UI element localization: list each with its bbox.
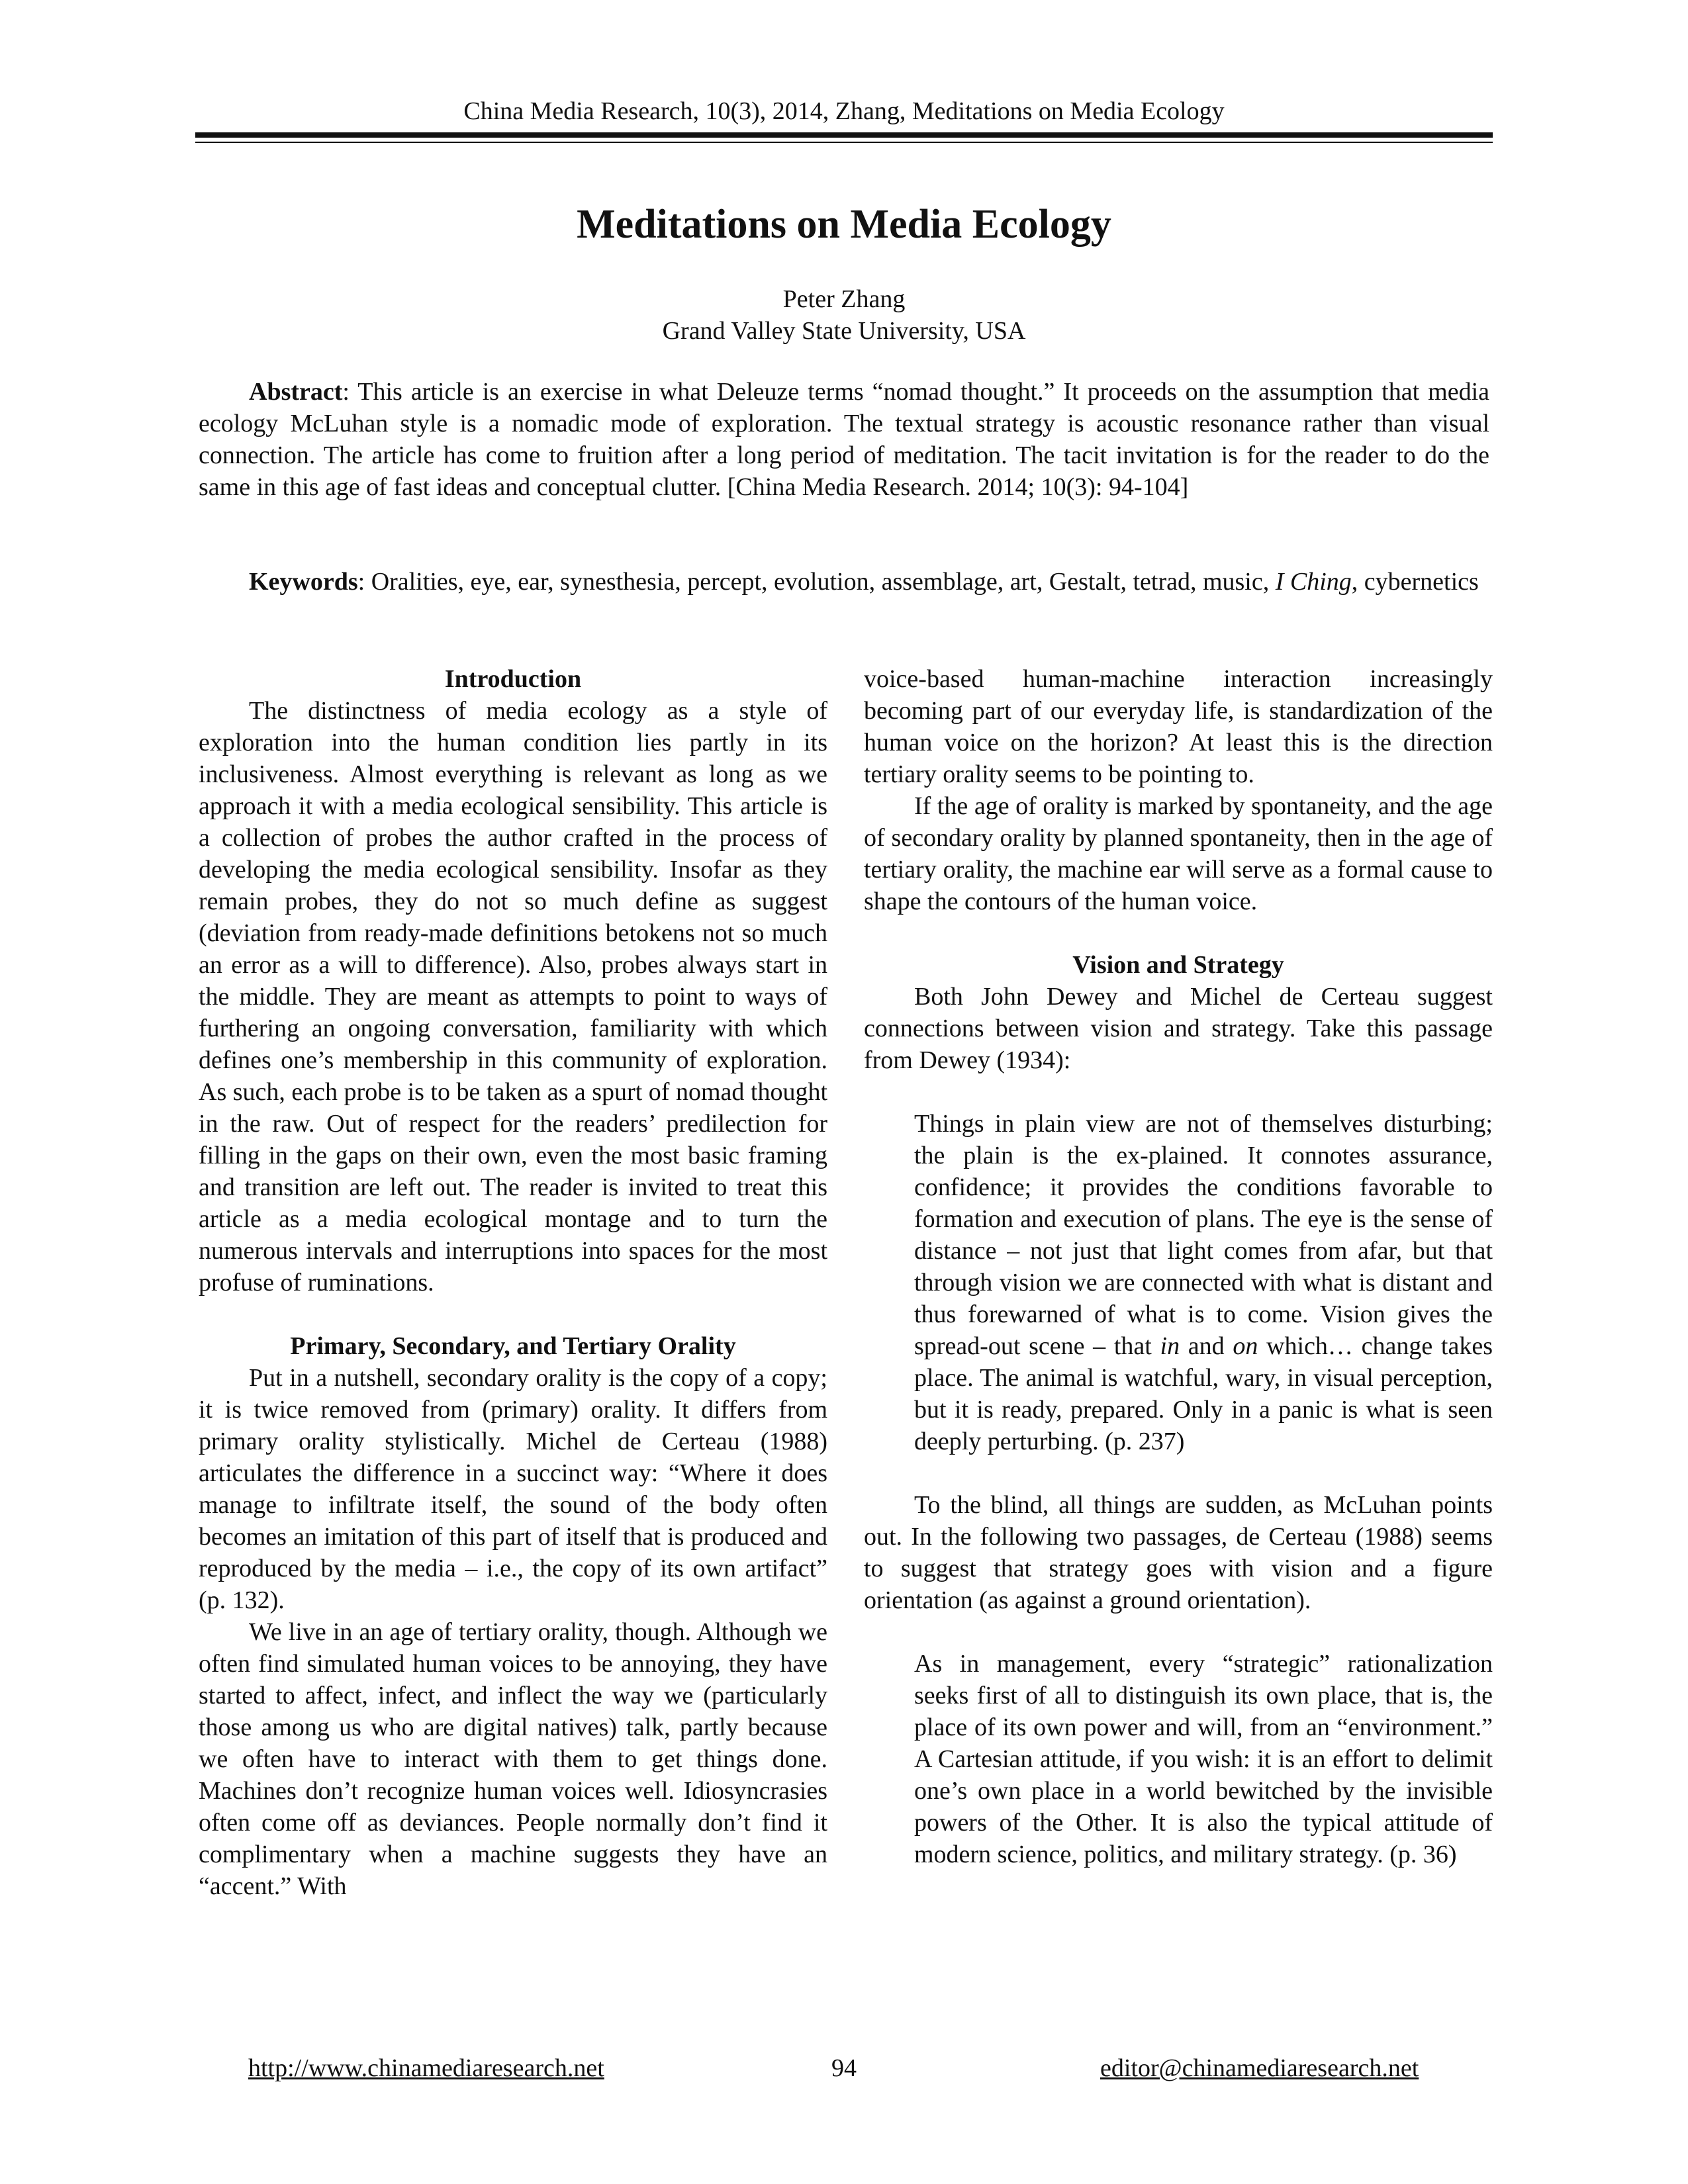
left-column: [199, 663, 827, 1902]
keywords-italic: I Ching: [1275, 568, 1352, 596]
author-affiliation: Grand Valley State University, USA: [662, 317, 1026, 345]
quote-gap: [864, 1457, 1493, 1489]
article-title: Meditations on Media Ecology: [577, 202, 1111, 247]
orality-paragraph-3: If the age of orality is marked by spontaneity, and the age of secondary orality by planned spontaneity, then in the age of tertiary orality, the machine ear will serve as a formal cause to shape the contours of the human voice.: [864, 792, 1493, 915]
vision-paragraph-2: To the blind, all things are sudden, as McLuhan points out. In the following two passages, de Certeau (1988) seems to suggest that strategy goes with vision and a figure orientation (as against a ground orientation).: [864, 1491, 1493, 1614]
abstract-text: : This article is an exercise in what Deleuze terms “nomad thought.” It proceeds on the assumption that media ecology McLuhan style is a nomadic mode of exploration. The textual strategy is acoustic resonance rather than visual connection. The article has come to fruition after a long period of meditation. The tacit invitation is for the reader to do the same in this age of fast ideas and conceptual clutter. [China Media Research. 2014; 10(3): 94-104]: [199, 378, 1489, 501]
quote-italic-in: in: [1160, 1332, 1180, 1360]
section-heading-orality: Primary, Secondary, and Tertiary Orality: [290, 1332, 736, 1360]
abstract: [199, 376, 1489, 503]
quote-text: which… change takes place. The animal is watchful, wary, in visual perception, but it is ready, prepared. Only in a panic is what is seen deeply perturbing. (p. 237): [914, 1332, 1493, 1455]
orality-paragraph-1: Put in a nutshell, secondary orality is the copy of a copy; it is twice removed from (primary) orality. It differs from primary orality stylistically. Michel de Certeau (1988) articulates the difference in a succinct way: “Where it does manage to infiltrate itself, the sound of the body often becomes an imitation of this part of itself that is produced and reproduced by the media – i.e., the copy of its own artifact” (p. 132).: [199, 1364, 827, 1614]
vision-paragraph-1: Both John Dewey and Michel de Certeau suggest connections between vision and strategy. Take this passage from Dewey (1934):: [864, 983, 1493, 1074]
keywords: [199, 566, 1489, 598]
intro-paragraph: The distinctness of media ecology as a style of exploration into the human condition lies partly in its inclusiveness. Almost everything is relevant as long as we approach it with a media ecological sensibility. This article is a collection of probes the author crafted in the process of developing the media ecological sensibility. Insofar as they remain probes, they do not so much define as suggest (deviation from ready-made definitions betokens not so much an error as a will to difference). Also, probes always start in the middle. They are meant as attempts to point to ways of furthering an ongoing conversation, familiarity with which defines one’s membership in this community of exploration. As such, each probe is to be taken as a spurt of nomad thought in the raw. Out of respect for the readers’ predilection for filling in the gaps on their own, even the most basic framing and transition are left out. The reader is invited to treat this article as a media ecological montage and to turn the numerous intervals and interruptions into spaces for the most profuse of ruminations.: [199, 697, 827, 1297]
keywords-label: Keywords: [249, 568, 358, 596]
author-name: Peter Zhang: [782, 285, 906, 313]
quote-text: Things in plain view are not of themselves disturbing; the plain is the ex-plained. It connotes assurance, confidence; it provides the conditions favorable to formation and execution of plans. The eye is the sense of distance – not just that light comes from afar, but that through vision we are connected with what is distant and thus forewarned of what is to come. Vision gives the spread-out scene – that: [914, 1110, 1493, 1360]
continued-paragraph: voice-based human-machine interaction increasingly becoming part of our everyday life, is standardization of the human voice on the horizon? At least this is the direction tertiary orality seems to be pointing to.: [864, 665, 1493, 788]
orality-paragraph-2: We live in an age of tertiary orality, though. Although we often find simulated human voices to be annoying, they have started to affect, infect, and inflect the way we (particularly those among us who are digital natives) talk, partly because we often have to interact with them to get things done. Machines don’t recognize human voices well. Idiosyncrasies often come off as deviances. People normally don’t find it complimentary when a machine suggests they have an “accent.” With: [199, 1618, 827, 1900]
section-heading-introduction: Introduction: [444, 665, 582, 693]
header-rule-thin: [195, 142, 1493, 143]
section-heading-vision: Vision and Strategy: [1072, 951, 1284, 979]
block-quote-dewey: [864, 1108, 1493, 1457]
section-gap: [199, 1298, 827, 1330]
keywords-text: : Oralities, eye, ear, synesthesia, percept, evolution, assemblage, art, Gestalt, tetrad, music,: [357, 568, 1276, 596]
section-gap: [864, 917, 1493, 949]
keywords-tail: , cybernetics: [1351, 568, 1479, 596]
footer-email-link[interactable]: editor@chinamediaresearch.net: [1100, 2054, 1419, 2082]
abstract-label: Abstract: [249, 378, 343, 406]
running-head: China Media Research, 10(3), 2014, Zhang, Meditations on Media Ecology: [463, 97, 1225, 125]
block-quote-certeau: As in management, every “strategic” rationalization seeks first of all to distinguish its own place, that is, the place of its own power and will, from an “environment.” A Cartesian attitude, if you wish: it is an effort to delimit one’s own place in a world bewitched by the invisible powers of the Other. It is also the typical attitude of modern science, politics, and military strategy. (p. 36): [914, 1650, 1493, 1868]
quote-italic-on: on: [1233, 1332, 1258, 1360]
quote-gap: [864, 1076, 1493, 1108]
right-column: [864, 663, 1493, 1870]
page-number: 94: [831, 2054, 857, 2082]
footer-website-link[interactable]: http://www.chinamediaresearch.net: [248, 2054, 604, 2082]
quote-gap: [864, 1616, 1493, 1648]
header-rule-thick: [195, 132, 1493, 138]
quote-text: and: [1180, 1332, 1233, 1360]
